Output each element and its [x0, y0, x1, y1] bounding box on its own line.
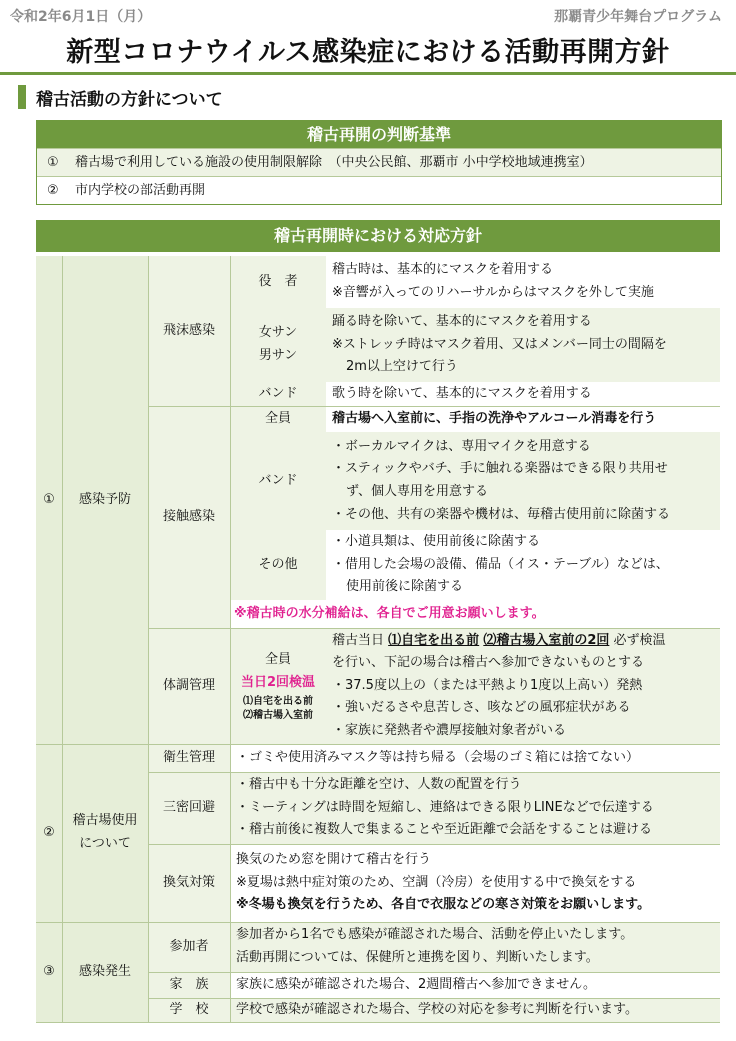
hydration-note: ※稽古時の水分補給は、各自でご用意お願いします。 — [230, 600, 720, 628]
role-other: その他 — [230, 530, 326, 600]
other-contact-rule — [326, 530, 720, 600]
role-label: 女サン — [258, 325, 298, 341]
emphasis: ⑵稽古場入室前の2回 — [483, 632, 610, 648]
category-participant: 参加者 — [148, 922, 230, 972]
criteria-text: 稽古場で利用している施設の使用制限解除 （中央公民館、那覇市 小中学校地域連携室） — [75, 155, 593, 170]
category-three-c: 三密回避 — [148, 772, 230, 844]
participant-rule — [230, 922, 720, 972]
divider — [148, 256, 149, 1022]
divider — [148, 772, 720, 773]
rule-line: ※ストレッチ時はマスク着用、又はメンバー同士の間隔を — [332, 336, 667, 352]
category-ventilation: 換気対策 — [148, 844, 230, 922]
rule-line: ・強いだるさや息苦しさ、咳などの風邪症状がある — [332, 700, 631, 716]
section-heading — [18, 84, 223, 110]
category-contact: 接触感染 — [148, 406, 230, 628]
criteria-num: ① — [47, 155, 59, 170]
rule-line: ・稽古前後に複数人で集まることや至近距離で会話をすることは避ける — [236, 822, 653, 838]
role-label: 男サン — [258, 348, 298, 363]
rule-line: ・スティックやバチ、手に触れる楽器はできる限り共用せ — [332, 461, 668, 477]
group-label-venue — [62, 744, 148, 922]
text-part: 稽古当日 — [332, 632, 385, 648]
school-rule: 学校で感染が確認された場合、学校の対応を参考に判断を行います。 — [230, 998, 720, 1022]
criteria-table — [36, 120, 722, 205]
group-label-line: 稽古場使用 — [72, 813, 138, 829]
divider — [148, 406, 720, 407]
family-rule: 家族に感染が確認された場合、2週間稽古へ参加できません。 — [230, 972, 720, 998]
divider — [36, 744, 720, 745]
role-band: バンド — [230, 382, 326, 406]
rule-line: を行い、下記の場合は稽古へ参加できないものとする — [332, 655, 645, 671]
category-hygiene: 衛生管理 — [148, 744, 230, 772]
section-marker — [18, 85, 26, 109]
category-school: 学 校 — [148, 998, 230, 1022]
group-number: ② — [36, 744, 62, 922]
category-health: 体調管理 — [148, 628, 230, 744]
check-timing: ⑵稽古場入室前 — [243, 709, 313, 721]
group-label-outbreak: 感染発生 — [62, 922, 148, 1022]
rule-line — [332, 630, 720, 653]
health-rule — [326, 628, 720, 744]
group-number: ① — [36, 256, 62, 744]
health-check-label — [230, 628, 326, 744]
rule-line: 換気のため窓を開けて稽古を行う — [236, 852, 432, 868]
rule-line: ※音響が入ってのリハーサルからはマスクを外して実施 — [332, 285, 654, 300]
band-contact-rule — [326, 432, 720, 530]
divider — [36, 1022, 720, 1023]
divider — [62, 256, 63, 1022]
emphasis: ⑴自宅を出る前 — [388, 632, 480, 648]
text-part: 必ず検温 — [613, 632, 666, 648]
divider — [148, 844, 720, 845]
criteria-row-2 — [37, 176, 721, 204]
rule-line: ※夏場は熱中症対策のため、空調（冷房）を使用する中で換気をする — [236, 874, 637, 890]
divider — [148, 628, 720, 629]
rule-line: 参加者から1名でも感染が確認された場合、活動を停止いたします。 — [236, 927, 634, 943]
criteria-text: 市内学校の部活動再開 — [75, 183, 206, 198]
rule-line: ・稽古中も十分な距離を空け、人数の配置を行う — [236, 777, 522, 793]
group-label-prevention: 感染予防 — [62, 256, 148, 744]
rule-line: ・借用した会場の設備、備品（イス・テーブル）などは、 — [332, 556, 669, 572]
band-droplet-rule: 歌う時を除いて、基本的にマスクを着用する — [326, 382, 720, 406]
page-title: 新型コロナウイルス感染症における活動再開方針 — [66, 37, 670, 68]
divider — [148, 998, 720, 999]
date-label: 令和2年6月1日（月） — [10, 9, 152, 25]
rule-line: ・ボーカルマイクは、専用マイクを用意する — [332, 438, 591, 454]
twice-check-label: 当日2回検温 — [240, 675, 316, 690]
actor-rule — [326, 256, 720, 308]
ventilation-rule — [230, 844, 720, 922]
rule-line: 稽古時は、基本的にマスクを着用する — [332, 262, 554, 278]
dancer-rule — [326, 308, 720, 382]
rule-line: ・家族に発熱者や濃厚接触対象者がいる — [332, 722, 567, 738]
rule-line: ・その他、共有の楽器や機材は、毎稽古使用前に除菌する — [332, 506, 671, 522]
role-dancers — [230, 308, 326, 382]
criteria-row-1 — [37, 148, 721, 176]
rule-line: 使用前後に除菌する — [346, 579, 464, 595]
rule-line: ・ミーティングは時間を短縮し、連絡はできる限りLINEなどで伝達する — [236, 799, 654, 815]
category-family: 家 族 — [148, 972, 230, 998]
group-number: ③ — [36, 922, 62, 1022]
rule-line: 活動再開については、保健所と連携を図り、判断いたします。 — [236, 950, 599, 965]
rule-line: ※冬場も換気を行うため、各自で衣服などの寒さ対策をお願いします。 — [236, 897, 651, 913]
policy-heading: 稽古再開時における対応方針 — [36, 220, 720, 252]
check-timing: ⑴自宅を出る前 — [243, 695, 313, 707]
divider — [230, 256, 231, 1022]
category-droplet: 飛沫感染 — [148, 256, 230, 406]
three-c-rule — [230, 772, 720, 844]
criteria-num: ② — [47, 183, 59, 198]
section-title: 稽古活動の方針について — [36, 89, 223, 110]
all-contact-rule: 稽古場へ入室前に、手指の洗浄やアルコール消毒を行う — [326, 406, 720, 432]
organization-name: 那覇青少年舞台プログラム — [554, 9, 722, 25]
role-all: 全員 — [230, 406, 326, 432]
rule-line: ・37.5度以上の（または平熱より1度以上高い）発熱 — [332, 677, 643, 693]
divider — [148, 972, 720, 973]
rule-line: ・小道具類は、使用前後に除菌する — [332, 534, 541, 550]
rule-line: 踊る時を除いて、基本的にマスクを着用する — [332, 314, 592, 330]
title-underline — [0, 72, 736, 75]
role-band: バンド — [230, 432, 326, 530]
role-actor: 役 者 — [230, 256, 326, 308]
rule-line: ず、個人専用を用意する — [346, 484, 488, 499]
criteria-heading: 稽古再開の判断基準 — [37, 121, 721, 148]
role-all: 全員 — [264, 652, 291, 668]
rule-line: 2m以上空けて行う — [346, 359, 458, 375]
group-label-line: について — [79, 836, 131, 851]
hygiene-rule: ・ゴミや使用済みマスク等は持ち帰る（会場のゴミ箱には捨てない） — [230, 744, 720, 772]
divider — [36, 922, 720, 923]
